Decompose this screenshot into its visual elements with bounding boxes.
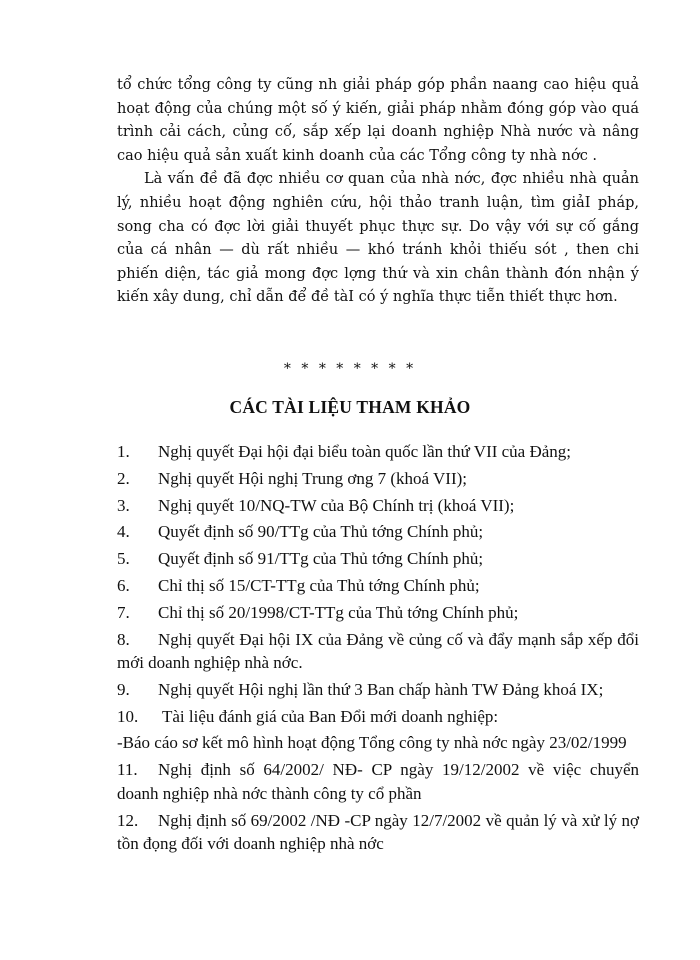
reference-number: 7. (117, 602, 130, 622)
reference-text: Nghị định số 64/2002/ NĐ- CP ngày 19/12/2002 về việc chuyển doanh nghiệp nhà nớc thành công ty cổ phần (117, 760, 639, 803)
reference-text: Nghị quyết Đại hội IX của Đảng về củng cố và đẩy mạnh sắp xếp đổi mới doanh nghiệp nhà nớc. (117, 629, 639, 673)
intro-section (117, 74, 639, 310)
reference-item (117, 440, 639, 464)
reference-text: Quyết định số 90/TTg của Thủ tớng Chính phủ; (158, 522, 484, 542)
intro-paragraph-2: Là vấn đề đã đợc nhiều cơ quan của nhà nớc, đợc nhiều nhà quản lý, nhiều hoạt động nghiên cứu, hội thảo tranh luận, tìm giảI pháp, song cha có đợc lời giải thuyết phục thực sự. Do vậy với sự cố gắng của cá nhân — dù rất nhiều — khó tránh khỏi thiếu sót , then chi phiến diện, tác giả mong đợc lợng thứ và xin chân thành đón nhận ý kiến xây dung, chỉ dẫn để đề tàI có ý nghĩa thực tiễn thiết thực hơn. (117, 171, 639, 306)
reference-number: 8. (117, 629, 130, 649)
reference-item (117, 601, 639, 625)
references-title: CÁC TÀI LIỆU THAM KHẢO (229, 397, 471, 417)
reference-item (117, 705, 639, 729)
reference-text: Nghị quyết Hội nghị Trung ơng 7 (khoá VII); (158, 468, 468, 488)
reference-number: 10. (117, 706, 139, 726)
reference-text: -Báo cáo sơ kết mô hình hoạt động Tổng công ty nhà nớc ngày 23/02/1999 (117, 733, 627, 753)
reference-text: Nghị định số 69/2002 /NĐ -CP ngày 12/7/2002 về quản lý và xử lý nợ tồn đọng đối với doanh nghiệp nhà nớc (117, 810, 639, 854)
reference-item (117, 574, 639, 598)
reference-item (117, 809, 639, 856)
reference-item (117, 494, 639, 518)
references-list (117, 440, 639, 859)
reference-number: 3. (117, 495, 130, 515)
reference-number: 1. (117, 442, 130, 461)
reference-subitem (117, 731, 639, 755)
reference-number: 2. (117, 468, 130, 488)
reference-number: 9. (117, 679, 130, 699)
reference-text: Chỉ thị số 20/1998/CT-TTg của Thủ tớng Chính phủ; (158, 602, 519, 622)
reference-text: Nghị quyết Hội nghị lần thứ 3 Ban chấp hành TW Đảng khoá IX; (158, 679, 604, 699)
section-separator: * * * * * * * * (283, 361, 417, 377)
reference-number: 6. (117, 575, 130, 595)
reference-text: Nghị quyết Đại hội đại biểu toàn quốc lần thứ VII của Đảng; (158, 442, 572, 461)
reference-text: Tài liệu đánh giá của Ban Đổi mới doanh nghiệp: (162, 706, 499, 726)
reference-item (117, 467, 639, 491)
reference-number: 12. (117, 810, 139, 830)
reference-number: 5. (117, 549, 130, 569)
reference-item (117, 547, 639, 571)
reference-item (117, 628, 639, 675)
reference-text: Nghị quyết 10/NQ-TW của Bộ Chính trị (khoá VII); (158, 495, 515, 515)
reference-item (117, 520, 639, 544)
reference-number: 11. (117, 760, 138, 780)
reference-item (117, 758, 639, 805)
reference-number: 4. (117, 522, 130, 542)
reference-text: Chỉ thị số 15/CT-TTg của Thủ tớng Chính phủ; (158, 575, 480, 595)
reference-item (117, 678, 639, 702)
reference-text: Quyết định số 91/TTg của Thủ tớng Chính phủ; (158, 549, 484, 569)
intro-paragraph-1: tổ chức tổng công ty cũng nh giải pháp góp phần naang cao hiệu quả hoạt động của chúng một số ý kiến, giải pháp nhằm đóng góp vào quá trình cải cách, củng cố, sắp xếp lại doanh nghiệp Nhà nước và nâng cao hiệu quả sản xuất kinh doanh của các Tổng công ty nhà nớc . (117, 77, 639, 164)
